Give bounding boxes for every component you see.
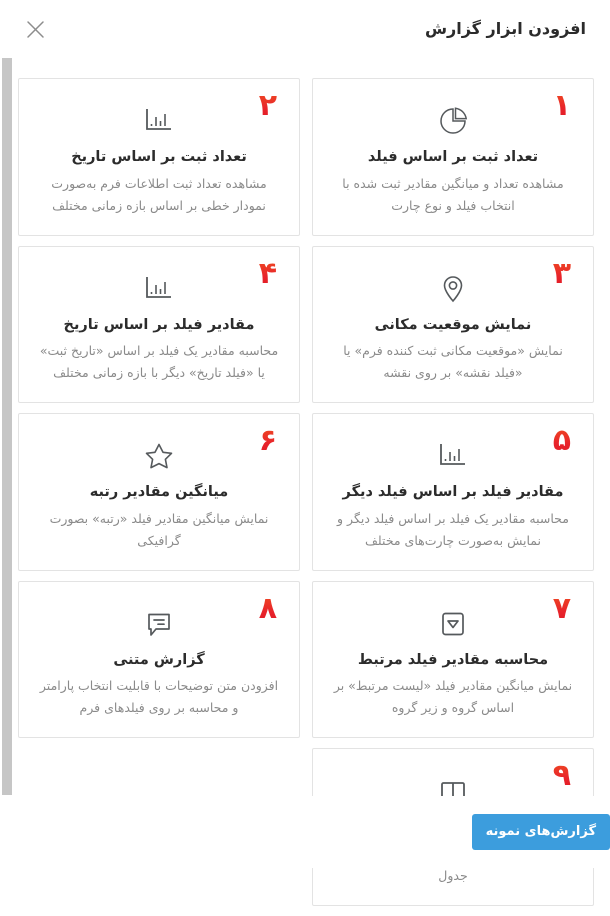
card-number: ۹ (552, 758, 571, 793)
report-tool-card[interactable] (18, 246, 300, 404)
card-number: ۳ (552, 255, 571, 291)
card-description: نمایش میانگین مقادیر فیلد «لیست مرتبط» بر اساس گروه و زیر گروه (333, 678, 573, 716)
close-icon (26, 20, 45, 39)
report-tool-grid (0, 58, 610, 916)
footer-actions (18, 814, 610, 850)
map-pin-icon (436, 269, 470, 309)
page-title: افزودن ابزار گزارش (424, 18, 586, 38)
card-description: نمایش میانگین مقادیر فیلد «رتبه» بصورت گرافیکی (49, 510, 269, 548)
card-description: جدول (438, 867, 468, 883)
star-icon (142, 436, 176, 476)
report-tool-card[interactable] (312, 581, 594, 739)
card-number: ۸ (258, 590, 277, 626)
pie-chart-icon (436, 101, 470, 141)
card-description: افزودن متن توضیحات با قابلیت انتخاب پارامتر و محاسبه بر روی فیلدهای فرم (39, 678, 279, 716)
report-tool-card[interactable] (312, 413, 594, 571)
card-description: نمایش «موقعیت مکانی ثبت کننده فرم» یا «فیلد نقشه» بر روی نقشه (343, 343, 563, 381)
card-title: مقادیر فیلد بر اساس فیلد دیگر (342, 484, 564, 500)
comment-icon (142, 604, 176, 644)
card-title: میانگین مقادیر رتبه (89, 484, 229, 500)
sample-reports-button[interactable]: گزارش‌های نمونه (472, 814, 610, 850)
report-tool-card[interactable] (18, 413, 300, 571)
report-tool-card[interactable] (18, 581, 300, 739)
report-tool-card[interactable] (312, 78, 594, 236)
vertical-scrollbar[interactable] (2, 58, 12, 796)
card-number: ۲ (258, 88, 277, 123)
close-button[interactable] (18, 12, 52, 46)
modal-footer (0, 796, 610, 868)
card-title: مقادیر فیلد بر اساس تاریخ (63, 316, 255, 333)
card-number: ۱ (552, 88, 571, 123)
card-title: تعداد ثبت بر اساس تاریخ (71, 149, 247, 165)
card-number: ۶ (258, 423, 277, 458)
card-description: محاسبه مقادیر یک فیلد بر اساس فیلد دیگر و نمایش به‌صورت چارت‌های مختلف (337, 510, 569, 548)
bar-chart-icon (142, 101, 176, 141)
card-title: نمایش موقعیت مکانی (374, 316, 532, 333)
card-description: مشاهده تعداد ثبت اطلاعات فرم به‌صورت نمودار خطی بر اساس بازه زمانی مختلف (51, 175, 267, 213)
dropdown-box-icon (436, 604, 470, 644)
card-number: ۷ (552, 590, 571, 626)
card-title: محاسبه مقادیر فیلد مرتبط (357, 651, 549, 668)
card-title: گزارش متنی (113, 651, 205, 668)
card-number: ۴ (258, 255, 277, 291)
report-tool-card[interactable] (18, 78, 300, 236)
card-description: محاسبه مقادیر یک فیلد بر اساس «تاریخ ثبت» یا «فیلد تاریخ» دیگر با بازه زمانی مختلف (39, 343, 279, 381)
card-number: ۵ (552, 423, 571, 458)
bar-chart-icon (142, 269, 176, 309)
card-description: مشاهده تعداد و میانگین مقادیر ثبت شده با انتخاب فیلد و نوع چارت (342, 175, 564, 213)
modal-header (0, 0, 610, 58)
card-title: تعداد ثبت بر اساس فیلد (367, 149, 539, 165)
report-tool-card[interactable] (312, 246, 594, 404)
scrollbar-thumb[interactable] (2, 58, 12, 795)
bar-chart-icon (436, 436, 470, 476)
